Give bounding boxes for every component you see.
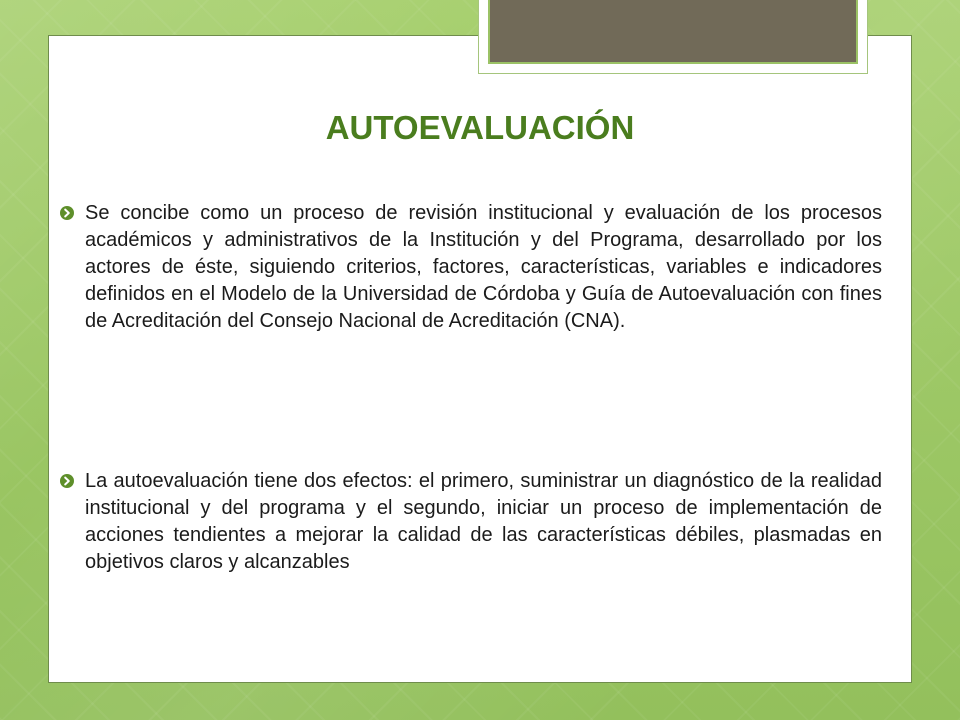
bullet-item bbox=[60, 200, 882, 335]
bullet-item bbox=[60, 468, 882, 576]
chevron-right-circle-icon bbox=[60, 206, 74, 220]
slide-title: AUTOEVALUACIÓN bbox=[325, 109, 635, 146]
chevron-right-circle-icon bbox=[60, 474, 74, 488]
bullet-text: Se concibe como un proceso de revisión institucional y evaluación de los procesos académicos y administrativos de la Institución y del Programa, desarrollado por los actores de éste, siguiendo criterios, factores, características, variables e indicadores definidos en el Modelo de la Universidad de Córdoba y Guía de Autoevaluación con fines de Acreditación del Consejo Nacional de Acreditación (CNA). bbox=[85, 202, 882, 332]
header-decoration-block bbox=[488, 0, 858, 64]
bullet-text: La autoevaluación tiene dos efectos: el primero, suministrar un diagnóstico de la realidad institucional y del programa y el segundo, iniciar un proceso de implementación de acciones tendientes a mejorar la calidad de las características débiles, plasmadas en objetivos claros y alcanzables bbox=[85, 470, 882, 573]
